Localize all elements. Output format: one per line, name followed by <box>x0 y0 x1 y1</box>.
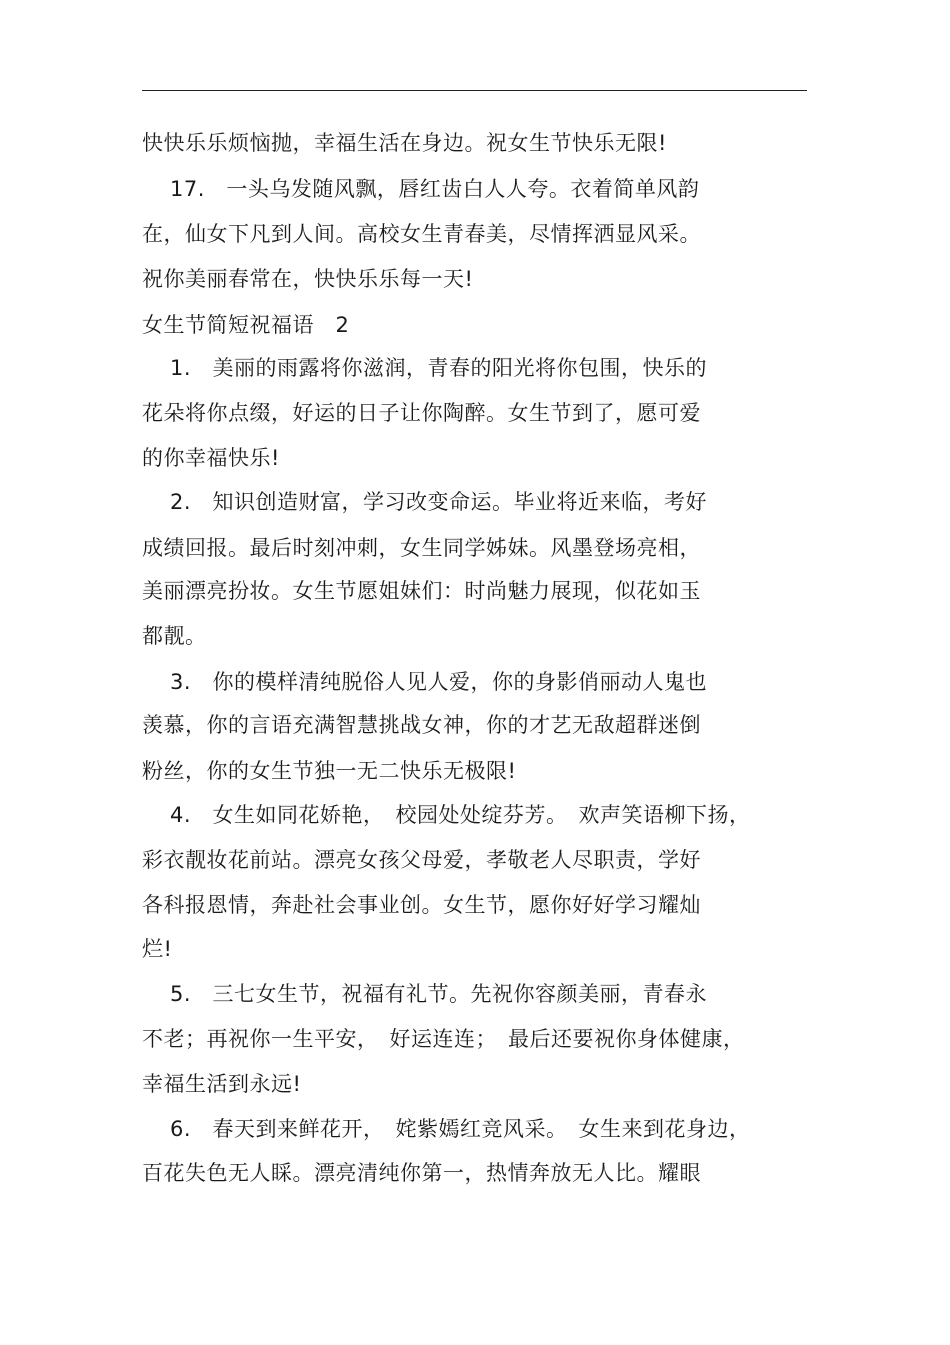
text-line: 快快乐乐烦恼抛，幸福生活在身边。祝女生节快乐无限! <box>142 131 667 155</box>
item-5-line-1: 5. 三七女生节，祝福有礼节。先祝你容颜美丽，青春永 <box>170 982 708 1006</box>
section-heading: 女生节简短祝福语 2 <box>142 313 350 337</box>
text-line: 幸福生活到永远! <box>142 1072 302 1096</box>
text-line: 成绩回报。最后时刻冲刺，女生同学姊妹。风墨登场亮相， <box>142 536 701 560</box>
text-line: 都靓。 <box>142 624 207 648</box>
text-line: 祝你美丽春常在，快快乐乐每一天! <box>142 267 474 291</box>
item-17-line-1: 17. 一头乌发随风飘，唇红齿白人人夸。衣着简单风韵 <box>170 177 700 201</box>
text-line: 烂! <box>142 937 173 961</box>
text-line: 的你幸福快乐! <box>142 446 280 470</box>
text-line: 花朵将你点缀，好运的日子让你陶醉。女生节到了，愿可爱 <box>142 401 701 425</box>
text-line: 不老；再祝你一生平安， 好运连连； 最后还要祝你身体健康， <box>142 1027 745 1051</box>
item-2-line-1: 2. 知识创造财富，学习改变命运。毕业将近来临，考好 <box>170 490 708 514</box>
header-rule <box>142 90 807 91</box>
text-line: 羡慕，你的言语充满智慧挑战女神，你的才艺无敌超群迷倒 <box>142 713 701 737</box>
item-1-line-1: 1. 美丽的雨露将你滋润，青春的阳光将你包围，快乐的 <box>170 356 708 380</box>
text-line: 在，仙女下凡到人间。高校女生青春美，尽情挥洒显风采。 <box>142 222 701 246</box>
item-6-line-1: 6. 春天到来鲜花开， 姹紫嫣红竞风采。 女生来到花身边， <box>170 1117 751 1141</box>
text-line: 各科报恩情，奔赴社会事业创。女生节，愿你好好学习耀灿 <box>142 893 701 917</box>
text-line: 彩衣靓妆花前站。漂亮女孩父母爱，孝敬老人尽职责，学好 <box>142 848 701 872</box>
text-line: 美丽漂亮扮妆。女生节愿姐妹们：时尚魅力展现，似花如玉 <box>142 579 701 603</box>
item-3-line-1: 3. 你的模样清纯脱俗人见人爱，你的身影俏丽动人鬼也 <box>170 670 708 694</box>
item-4-line-1: 4. 女生如同花娇艳， 校园处处绽芬芳。 欢声笑语柳下扬， <box>170 803 751 827</box>
text-line: 百花失色无人睬。漂亮清纯你第一，热情奔放无人比。耀眼 <box>142 1161 701 1185</box>
text-line: 粉丝，你的女生节独一无二快乐无极限! <box>142 759 517 783</box>
